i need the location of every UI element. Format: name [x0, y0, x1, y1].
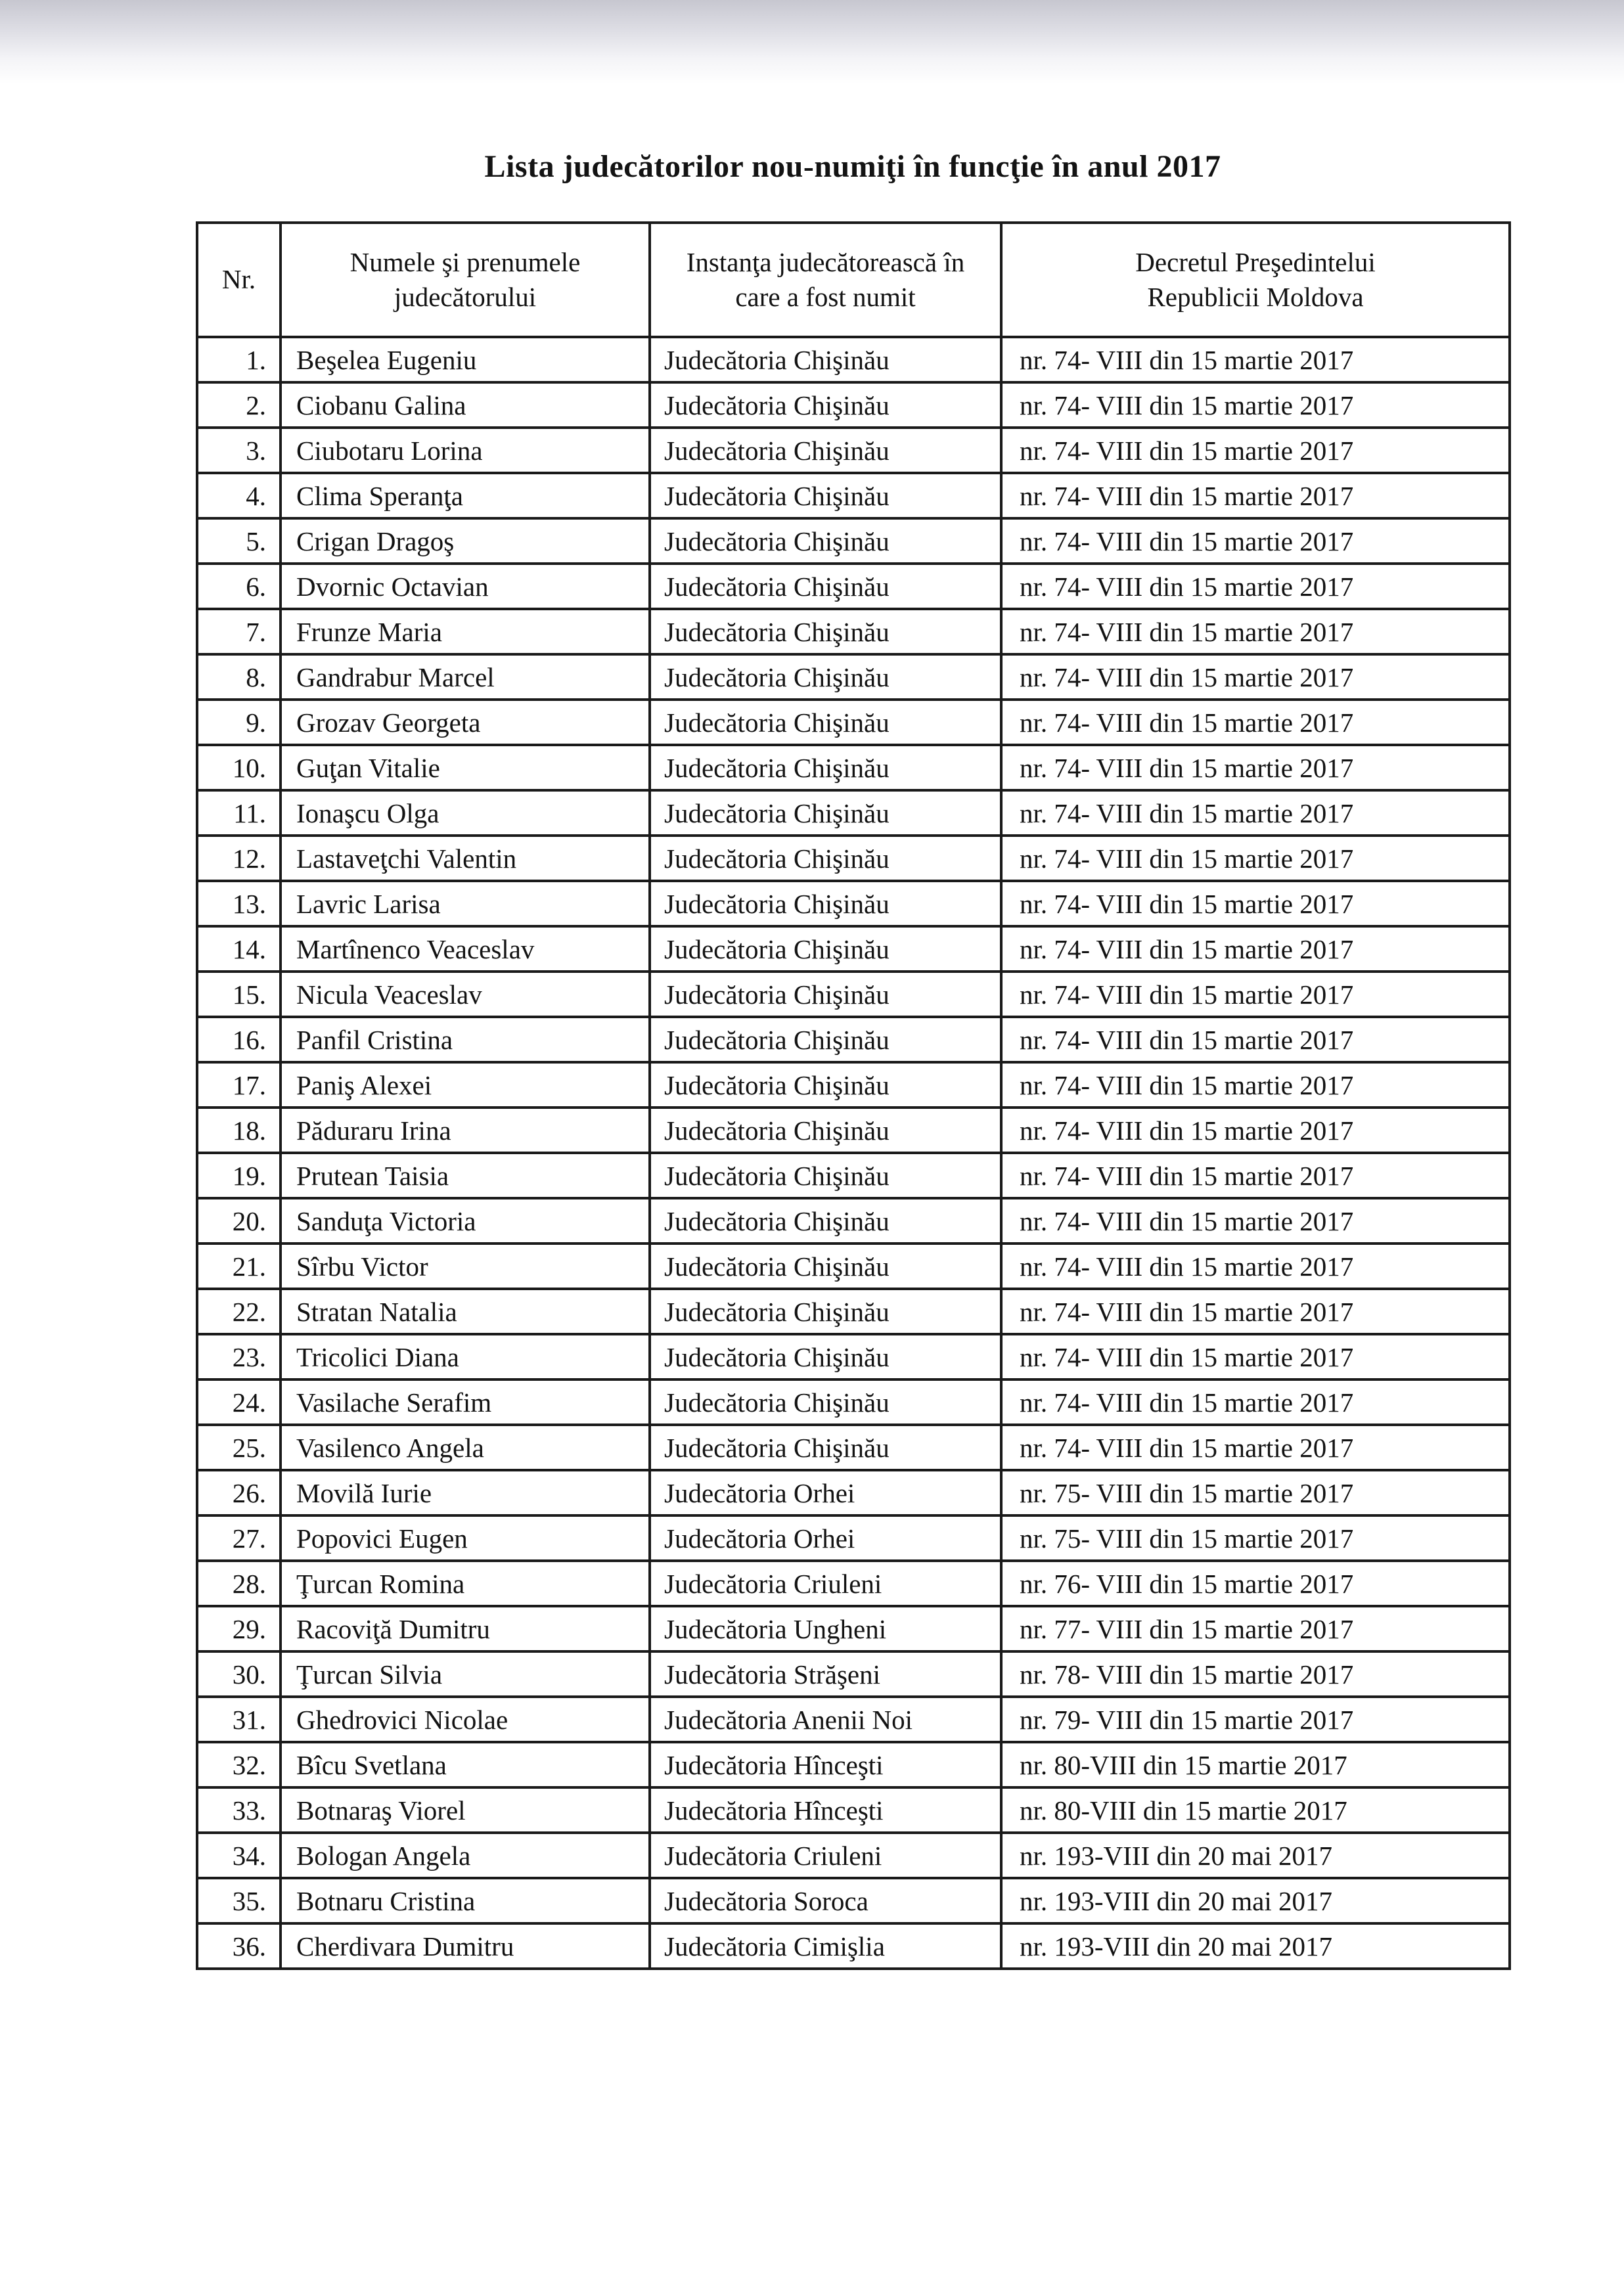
table-row: [197, 972, 1510, 1017]
table-row: [197, 1651, 1510, 1697]
decree-cell: nr. 74- VIII din 15 martie 2017: [1001, 836, 1510, 881]
table-row: [197, 564, 1510, 609]
row-number-cell: 31.: [197, 1697, 281, 1742]
court-cell: Judecătoria Chişinău: [650, 1062, 1001, 1108]
judge-name-cell: Ţurcan Romina: [281, 1561, 650, 1606]
table-row: [197, 1697, 1510, 1742]
judge-name-cell: Ţurcan Silvia: [281, 1651, 650, 1697]
judge-name-cell: Prutean Taisia: [281, 1153, 650, 1198]
court-cell: Judecătoria Chişinău: [650, 881, 1001, 926]
table-row: [197, 745, 1510, 790]
table-row: [197, 1923, 1510, 1969]
judge-name-cell: Cherdivara Dumitru: [281, 1923, 650, 1969]
header-name: [281, 223, 650, 337]
row-number-cell: 24.: [197, 1379, 281, 1425]
court-cell: Judecătoria Ungheni: [650, 1606, 1001, 1651]
court-cell: Judecătoria Soroca: [650, 1878, 1001, 1923]
judge-name-cell: Clima Speranţa: [281, 473, 650, 518]
court-cell: Judecătoria Chişinău: [650, 1017, 1001, 1062]
court-cell: Judecătoria Chişinău: [650, 564, 1001, 609]
court-cell: Judecătoria Chişinău: [650, 700, 1001, 745]
court-cell: Judecătoria Chişinău: [650, 654, 1001, 700]
row-number-cell: 12.: [197, 836, 281, 881]
row-number-cell: 27.: [197, 1515, 281, 1561]
row-number-cell: 7.: [197, 609, 281, 654]
decree-cell: nr. 74- VIII din 15 martie 2017: [1001, 1289, 1510, 1334]
decree-cell: nr. 74- VIII din 15 martie 2017: [1001, 1244, 1510, 1289]
court-cell: Judecătoria Chişinău: [650, 518, 1001, 564]
header-decree: [1001, 223, 1510, 337]
judge-name-cell: Beşelea Eugeniu: [281, 337, 650, 382]
row-number-cell: 32.: [197, 1742, 281, 1787]
table-row: [197, 881, 1510, 926]
table-row: [197, 1787, 1510, 1833]
table-row: [197, 1515, 1510, 1561]
header-nr: [197, 223, 281, 337]
table-row: [197, 1062, 1510, 1108]
decree-cell: nr. 74- VIII din 15 martie 2017: [1001, 1062, 1510, 1108]
judge-name-cell: Martînenco Veaceslav: [281, 926, 650, 972]
decree-cell: nr. 74- VIII din 15 martie 2017: [1001, 1153, 1510, 1198]
judge-name-cell: Bologan Angela: [281, 1833, 650, 1878]
row-number-cell: 9.: [197, 700, 281, 745]
judge-name-cell: Sanduţa Victoria: [281, 1198, 650, 1244]
court-cell: Judecătoria Chişinău: [650, 337, 1001, 382]
table-row: [197, 654, 1510, 700]
row-number-cell: 35.: [197, 1878, 281, 1923]
decree-cell: nr. 74- VIII din 15 martie 2017: [1001, 972, 1510, 1017]
decree-cell: nr. 74- VIII din 15 martie 2017: [1001, 700, 1510, 745]
table-row: [197, 428, 1510, 473]
judge-name-cell: Vasilache Serafim: [281, 1379, 650, 1425]
header-court-label: Instanţa judecătorească în care a fost numit: [686, 246, 965, 312]
court-cell: Judecătoria Chişinău: [650, 790, 1001, 836]
court-cell: Judecătoria Chişinău: [650, 428, 1001, 473]
row-number-cell: 16.: [197, 1017, 281, 1062]
court-cell: Judecătoria Chişinău: [650, 926, 1001, 972]
court-cell: Judecătoria Chişinău: [650, 1198, 1001, 1244]
judge-name-cell: Sîrbu Victor: [281, 1244, 650, 1289]
court-cell: Judecătoria Chişinău: [650, 1153, 1001, 1198]
judge-name-cell: Guţan Vitalie: [281, 745, 650, 790]
table-row: [197, 382, 1510, 428]
decree-cell: nr. 193-VIII din 20 mai 2017: [1001, 1878, 1510, 1923]
judge-name-cell: Movilă Iurie: [281, 1470, 650, 1515]
decree-cell: nr. 74- VIII din 15 martie 2017: [1001, 1425, 1510, 1470]
table-row: [197, 1017, 1510, 1062]
table-row: [197, 609, 1510, 654]
table-row: [197, 1425, 1510, 1470]
court-cell: Judecătoria Chişinău: [650, 745, 1001, 790]
judge-name-cell: Botnaraş Viorel: [281, 1787, 650, 1833]
decree-cell: nr. 74- VIII din 15 martie 2017: [1001, 1017, 1510, 1062]
table-row: [197, 1289, 1510, 1334]
scan-shadow-top: [0, 0, 1624, 99]
court-cell: Judecătoria Anenii Noi: [650, 1697, 1001, 1742]
decree-cell: nr. 74- VIII din 15 martie 2017: [1001, 473, 1510, 518]
judge-name-cell: Grozav Georgeta: [281, 700, 650, 745]
table-row: [197, 518, 1510, 564]
row-number-cell: 29.: [197, 1606, 281, 1651]
decree-cell: nr. 74- VIII din 15 martie 2017: [1001, 1379, 1510, 1425]
judge-name-cell: Popovici Eugen: [281, 1515, 650, 1561]
judge-name-cell: Paniş Alexei: [281, 1062, 650, 1108]
table-row: [197, 1198, 1510, 1244]
decree-cell: nr. 74- VIII din 15 martie 2017: [1001, 1198, 1510, 1244]
court-cell: Judecătoria Hînceşti: [650, 1742, 1001, 1787]
row-number-cell: 33.: [197, 1787, 281, 1833]
court-cell: Judecătoria Chişinău: [650, 1289, 1001, 1334]
decree-cell: nr. 75- VIII din 15 martie 2017: [1001, 1470, 1510, 1515]
court-cell: Judecătoria Orhei: [650, 1470, 1001, 1515]
judges-table: [196, 221, 1511, 1970]
judge-name-cell: Panfil Cristina: [281, 1017, 650, 1062]
table-row: [197, 1742, 1510, 1787]
row-number-cell: 23.: [197, 1334, 281, 1379]
judge-name-cell: Păduraru Irina: [281, 1108, 650, 1153]
row-number-cell: 25.: [197, 1425, 281, 1470]
court-cell: Judecătoria Chişinău: [650, 972, 1001, 1017]
judge-name-cell: Frunze Maria: [281, 609, 650, 654]
table-row: [197, 836, 1510, 881]
court-cell: Judecătoria Chişinău: [650, 836, 1001, 881]
table-row: [197, 1244, 1510, 1289]
court-cell: Judecătoria Chişinău: [650, 382, 1001, 428]
row-number-cell: 34.: [197, 1833, 281, 1878]
decree-cell: nr. 74- VIII din 15 martie 2017: [1001, 745, 1510, 790]
court-cell: Judecătoria Chişinău: [650, 1379, 1001, 1425]
row-number-cell: 22.: [197, 1289, 281, 1334]
header-row: [197, 223, 1510, 337]
court-cell: Judecătoria Chişinău: [650, 1425, 1001, 1470]
decree-cell: nr. 193-VIII din 20 mai 2017: [1001, 1923, 1510, 1969]
row-number-cell: 1.: [197, 337, 281, 382]
row-number-cell: 17.: [197, 1062, 281, 1108]
table-row: [197, 1833, 1510, 1878]
page-title: Lista judecătorilor nou-numiţi în funcţie în anul 2017: [484, 149, 1221, 184]
judge-name-cell: Stratan Natalia: [281, 1289, 650, 1334]
row-number-cell: 6.: [197, 564, 281, 609]
header-court: [650, 223, 1001, 337]
row-number-cell: 26.: [197, 1470, 281, 1515]
decree-cell: nr. 74- VIII din 15 martie 2017: [1001, 428, 1510, 473]
court-cell: Judecătoria Chişinău: [650, 1244, 1001, 1289]
decree-cell: nr. 74- VIII din 15 martie 2017: [1001, 654, 1510, 700]
judge-name-cell: Ionaşcu Olga: [281, 790, 650, 836]
row-number-cell: 20.: [197, 1198, 281, 1244]
decree-cell: nr. 80-VIII din 15 martie 2017: [1001, 1742, 1510, 1787]
judge-name-cell: Tricolici Diana: [281, 1334, 650, 1379]
judge-name-cell: Dvornic Octavian: [281, 564, 650, 609]
decree-cell: nr. 75- VIII din 15 martie 2017: [1001, 1515, 1510, 1561]
row-number-cell: 18.: [197, 1108, 281, 1153]
row-number-cell: 11.: [197, 790, 281, 836]
judge-name-cell: Vasilenco Angela: [281, 1425, 650, 1470]
court-cell: Judecătoria Chişinău: [650, 609, 1001, 654]
court-cell: Judecătoria Criuleni: [650, 1833, 1001, 1878]
row-number-cell: 14.: [197, 926, 281, 972]
decree-cell: nr. 77- VIII din 15 martie 2017: [1001, 1606, 1510, 1651]
judge-name-cell: Lastaveţchi Valentin: [281, 836, 650, 881]
judge-name-cell: Racoviţă Dumitru: [281, 1606, 650, 1651]
decree-cell: nr. 74- VIII din 15 martie 2017: [1001, 881, 1510, 926]
court-cell: Judecătoria Străşeni: [650, 1651, 1001, 1697]
decree-cell: nr. 78- VIII din 15 martie 2017: [1001, 1651, 1510, 1697]
judge-name-cell: Bîcu Svetlana: [281, 1742, 650, 1787]
table-row: [197, 926, 1510, 972]
table-row: [197, 1379, 1510, 1425]
judge-name-cell: Ghedrovici Nicolae: [281, 1697, 650, 1742]
row-number-cell: 5.: [197, 518, 281, 564]
decree-cell: nr. 74- VIII din 15 martie 2017: [1001, 790, 1510, 836]
judge-name-cell: Gandrabur Marcel: [281, 654, 650, 700]
judge-name-cell: Ciobanu Galina: [281, 382, 650, 428]
table-row: [197, 1878, 1510, 1923]
table-row: [197, 700, 1510, 745]
court-cell: Judecătoria Chişinău: [650, 1108, 1001, 1153]
row-number-cell: 28.: [197, 1561, 281, 1606]
table-row: [197, 1153, 1510, 1198]
court-cell: Judecătoria Cimişlia: [650, 1923, 1001, 1969]
decree-cell: nr. 74- VIII din 15 martie 2017: [1001, 926, 1510, 972]
decree-cell: nr. 74- VIII din 15 martie 2017: [1001, 1108, 1510, 1153]
header-decree-label: Decretul Preşedintelui Republicii Moldova: [1135, 246, 1376, 312]
table-row: [197, 473, 1510, 518]
court-cell: Judecătoria Chişinău: [650, 473, 1001, 518]
row-number-cell: 10.: [197, 745, 281, 790]
decree-cell: nr. 74- VIII din 15 martie 2017: [1001, 382, 1510, 428]
row-number-cell: 36.: [197, 1923, 281, 1969]
row-number-cell: 3.: [197, 428, 281, 473]
decree-cell: nr. 193-VIII din 20 mai 2017: [1001, 1833, 1510, 1878]
judge-name-cell: Ciubotaru Lorina: [281, 428, 650, 473]
decree-cell: nr. 74- VIII din 15 martie 2017: [1001, 518, 1510, 564]
decree-cell: nr. 74- VIII din 15 martie 2017: [1001, 564, 1510, 609]
decree-cell: nr. 76- VIII din 15 martie 2017: [1001, 1561, 1510, 1606]
row-number-cell: 21.: [197, 1244, 281, 1289]
decree-cell: nr. 79- VIII din 15 martie 2017: [1001, 1697, 1510, 1742]
decree-cell: nr. 74- VIII din 15 martie 2017: [1001, 1334, 1510, 1379]
header-name-label: Numele şi prenumele judecătorului: [350, 246, 581, 312]
table-row: [197, 1334, 1510, 1379]
court-cell: Judecătoria Criuleni: [650, 1561, 1001, 1606]
judge-name-cell: Crigan Dragoş: [281, 518, 650, 564]
decree-cell: nr. 74- VIII din 15 martie 2017: [1001, 609, 1510, 654]
table-row: [197, 1108, 1510, 1153]
decree-cell: nr. 80-VIII din 15 martie 2017: [1001, 1787, 1510, 1833]
judge-name-cell: Botnaru Cristina: [281, 1878, 650, 1923]
row-number-cell: 30.: [197, 1651, 281, 1697]
judge-name-cell: Lavric Larisa: [281, 881, 650, 926]
row-number-cell: 8.: [197, 654, 281, 700]
court-cell: Judecătoria Orhei: [650, 1515, 1001, 1561]
court-cell: Judecătoria Hînceşti: [650, 1787, 1001, 1833]
table-row: [197, 1561, 1510, 1606]
row-number-cell: 13.: [197, 881, 281, 926]
decree-cell: nr. 74- VIII din 15 martie 2017: [1001, 337, 1510, 382]
row-number-cell: 2.: [197, 382, 281, 428]
table-row: [197, 1470, 1510, 1515]
court-cell: Judecătoria Chişinău: [650, 1334, 1001, 1379]
table-row: [197, 790, 1510, 836]
row-number-cell: 15.: [197, 972, 281, 1017]
row-number-cell: 4.: [197, 473, 281, 518]
table-row: [197, 337, 1510, 382]
header-nr-label: Nr.: [221, 264, 256, 295]
table-row: [197, 1606, 1510, 1651]
judge-name-cell: Nicula Veaceslav: [281, 972, 650, 1017]
row-number-cell: 19.: [197, 1153, 281, 1198]
